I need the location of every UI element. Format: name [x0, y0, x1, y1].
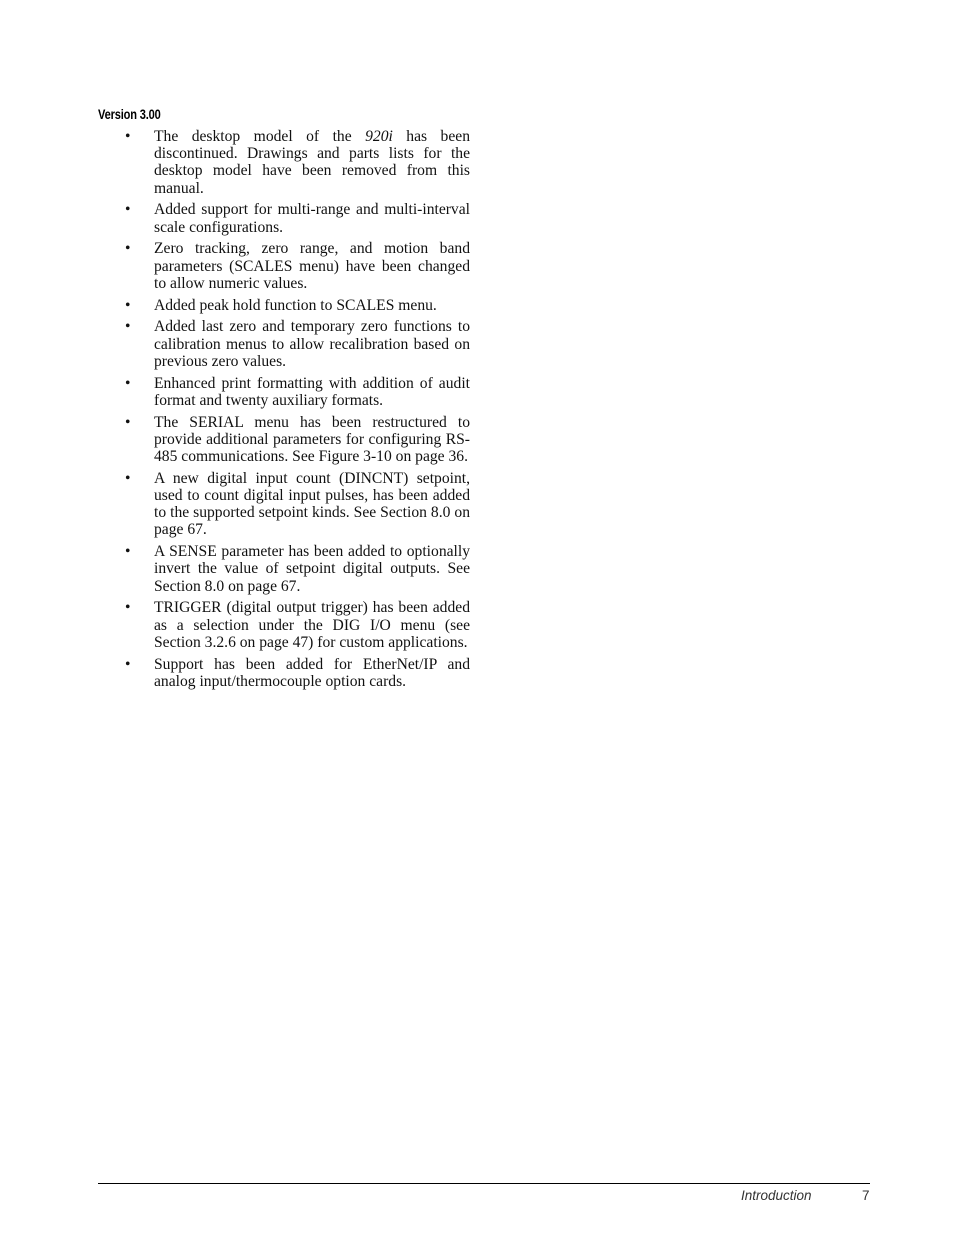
list-item: • TRIGGER (digital output trigger) has been added as a selection under the DIG I/O menu (see Section 3.2.6 on page 47) for custom applications. [125, 599, 470, 651]
list-item: • Added peak hold function to SCALES menu. [125, 296, 437, 314]
list-item: • Enhanced print formatting with addition of audit format and twenty auxiliary formats. [125, 374, 470, 409]
section-heading: Version 3.00 [98, 107, 161, 122]
bullet: • [125, 201, 131, 219]
list-item: • A new digital input count (DINCNT) setpoint, used to count digital input pulses, has been added to the supported setpoint kinds. See Section 8.0 on page 67. [125, 469, 470, 539]
list-item: • Zero tracking, zero range, and motion band parameters (SCALES menu) have been changed to allow numeric values. [125, 240, 470, 292]
footer-section-name: Introduction [741, 1188, 812, 1203]
list-item: • Added last zero and temporary zero functions to calibration menus to allow recalibration based on previous zero values. [125, 318, 470, 370]
footer-divider [98, 1183, 870, 1184]
bullet: • [125, 296, 131, 314]
bullet: • [125, 599, 131, 617]
bullet: • [125, 413, 131, 431]
list-item: • Added support for multi-range and multi-interval scale configurations. [125, 201, 470, 236]
page-number: 7 [862, 1188, 870, 1203]
bullet: • [125, 240, 131, 258]
bullet: • [125, 543, 131, 561]
list-item: • Support has been added for EtherNet/IP and analog input/thermocouple option cards. [125, 655, 470, 690]
list-item: • The desktop model of the 920i has been discontinued. Drawings and parts lists for the desktop model have been removed from this manual. [125, 128, 470, 197]
bullet: • [125, 374, 131, 392]
bullet: • [125, 655, 131, 673]
list-item: • The SERIAL menu has been restructured to provide additional parameters for configuring RS-485 communications. See Figure 3-10 on page 36. [125, 413, 470, 466]
model-name: 920i [365, 128, 393, 145]
bullet: • [125, 318, 131, 336]
bullet: • [125, 469, 131, 487]
bullet: • [125, 128, 131, 145]
change-list [124, 128, 470, 695]
list-item: • A SENSE parameter has been added to optionally invert the value of setpoint digital outputs. See Section 8.0 on page 67. [125, 543, 470, 595]
